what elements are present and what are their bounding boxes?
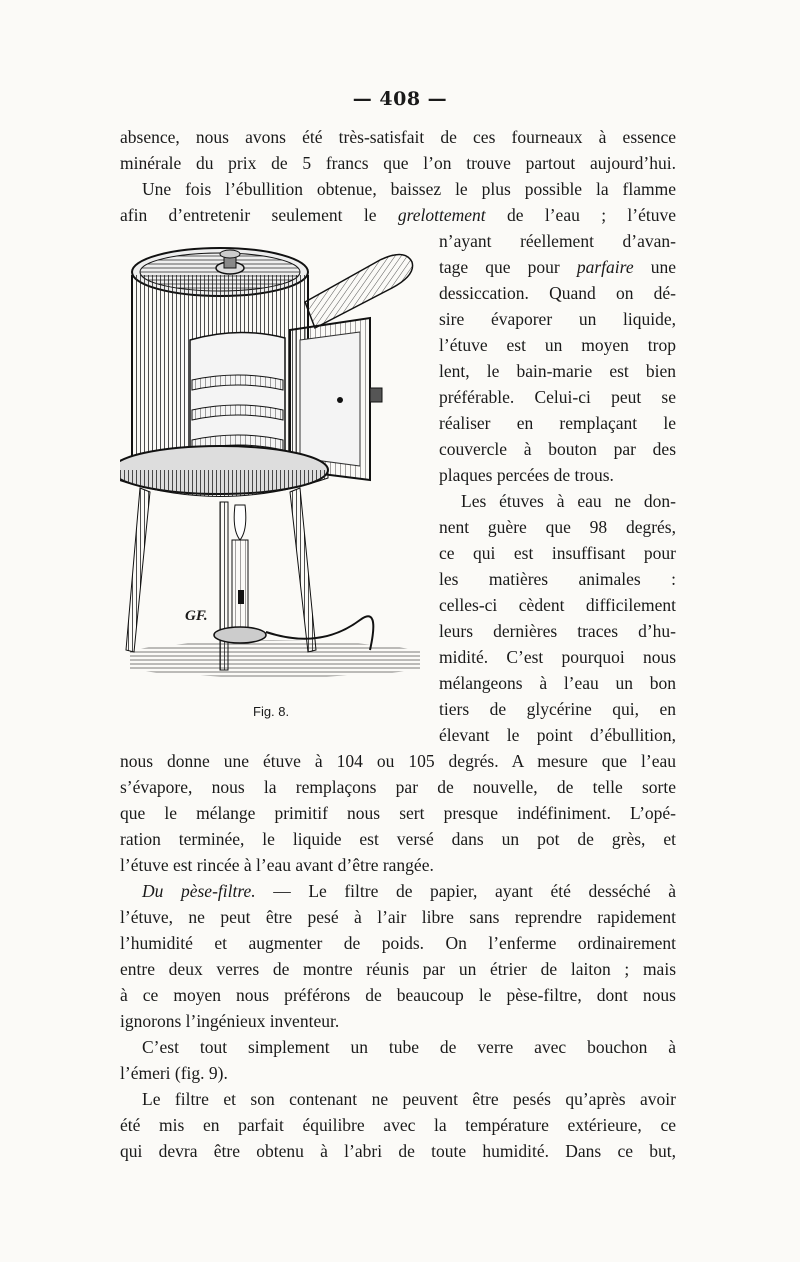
text-line: qui devra être obtenu à l’abri de toute humidité. Dans ce but, xyxy=(120,1141,676,1161)
text-line: nous donne une étuve à 104 ou 105 degrés. A mesure que l’eau xyxy=(120,751,676,771)
text-line: entre deux verres de montre réunis par un étrier de laiton ; mais xyxy=(120,959,676,979)
text-line: midité. C’est pourquoi nous xyxy=(439,647,676,667)
text-line: élevant le point d’ébullition, xyxy=(439,725,676,745)
text-line: nent guère que 98 degrés, xyxy=(439,517,676,537)
page-number: — 408 — xyxy=(352,88,448,110)
text-line: ce qui est insuffisant pour xyxy=(439,543,676,563)
text-line: Une fois l’ébullition obtenue, baissez le plus possible la flamme xyxy=(142,179,676,199)
text-line: minérale du prix de 5 francs que l’on trouve partout aujourd’hui. xyxy=(120,153,676,173)
text-line: celles-ci cèdent difficilement xyxy=(439,595,676,615)
figure-monogram: GF. xyxy=(185,608,208,624)
text-span: — Le filtre de papier, ayant été desséché à xyxy=(255,881,677,901)
emphasis-parfaire: parfaire xyxy=(576,257,634,277)
text-line: ignorons l’ingénieux inventeur. xyxy=(120,1011,340,1031)
text-line: couvercle à bouton par des xyxy=(439,439,676,459)
text-line xyxy=(439,254,676,280)
text-line: l’étuve est rincée à l’eau avant d’être rangée. xyxy=(120,855,434,875)
text-line: n’ayant réellement d’avan- xyxy=(439,231,676,251)
text-line: plaques percées de trous. xyxy=(439,465,614,485)
text-line: l’humidité et augmenter de poids. On l’enferme ordinairement xyxy=(120,933,676,953)
text-span: de l’eau ; l’étuve xyxy=(485,205,676,225)
text-line: l’étuve, ne peut être pesé à l’air libre sans reprendre rapidement xyxy=(120,907,676,927)
text-span: afin d’entretenir seulement le xyxy=(120,205,398,225)
figure-caption: Fig. 8. xyxy=(253,704,290,719)
text-line: tiers de glycérine qui, en xyxy=(439,699,676,719)
text-line: été mis en parfait équilibre avec la température extérieure, ce xyxy=(120,1115,676,1135)
text-line xyxy=(120,202,676,228)
text-span: une xyxy=(633,257,676,277)
text-line: à ce moyen nous préférons de beaucoup le pèse-filtre, dont nous xyxy=(120,985,676,1005)
text-line: Les étuves à eau ne don- xyxy=(461,491,676,511)
text-line xyxy=(120,878,676,904)
text-line: l’émeri (fig. 9). xyxy=(120,1063,228,1083)
text-line: ration terminée, le liquide est versé dans un pot de grès, et xyxy=(120,829,676,849)
text-line: Le filtre et son contenant ne peuvent être pesés qu’après avoir xyxy=(142,1089,676,1109)
text-line: que le mélange primitif nous sert presque indéfiniment. L’opé- xyxy=(120,803,676,823)
etuve-illustration xyxy=(120,230,432,700)
text-line: dessiccation. Quand on dé- xyxy=(439,283,676,303)
text-line: lent, le bain-marie est bien xyxy=(439,361,676,381)
emphasis-grelottement: grelottement xyxy=(397,205,486,225)
text-line: préférable. Celui-ci peut se xyxy=(439,387,676,407)
section-heading: Du pèse-filtre. xyxy=(142,881,256,901)
text-line: sire évaporer un liquide, xyxy=(439,309,676,329)
text-line: leurs dernières traces d’hu- xyxy=(439,621,676,641)
text-line: l’étuve est un moyen trop xyxy=(439,335,676,355)
text-line: les matières animales : xyxy=(439,569,676,589)
text-line: mélangeons à l’eau un bon xyxy=(439,673,676,693)
text-line: C’est tout simplement un tube de verre avec bouchon à xyxy=(142,1037,676,1057)
text-span: tage que pour xyxy=(439,257,577,277)
figure-etuve xyxy=(120,230,432,700)
text-line: s’évapore, nous la remplaçons par de nouvelle, de telle sorte xyxy=(120,777,676,797)
text-line: absence, nous avons été très-satisfait de ces fourneaux à essence xyxy=(120,127,676,147)
text-line: réaliser en remplaçant le xyxy=(439,413,676,433)
